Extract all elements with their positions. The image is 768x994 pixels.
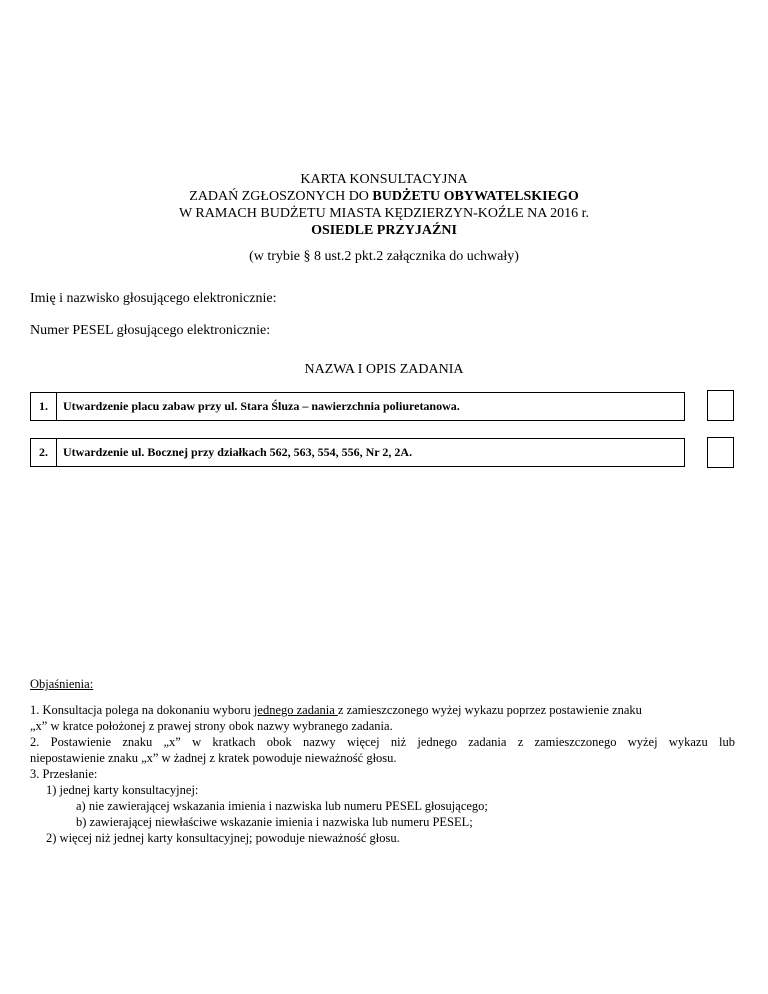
explanation-1-part-a: 1. Konsultacja polega na dokonaniu wyboru: [30, 703, 254, 717]
task-2-checkbox[interactable]: [707, 437, 734, 468]
explanation-1-line-2: „x” w kratce położonej z prawej strony obok nazwy wybranego zadania.: [30, 719, 393, 733]
voter-name-label: Imię i nazwisko głosującego elektronicznie:: [30, 291, 277, 306]
explanation-3: 3. Przesłanie:: [30, 767, 98, 781]
explanation-2-line-1: [30, 734, 735, 750]
title-line-2-prefix: ZADAŃ ZGŁOSZONYCH DO: [189, 189, 373, 204]
task-1-checkbox[interactable]: [707, 390, 734, 421]
explanation-3-1-a: a) nie zawierającej wskazania imienia i nazwiska lub numeru PESEL głosującego;: [76, 799, 488, 813]
explanation-2-line-2: niepostawienie znaku „x” w żadnej z kratek powoduje nieważność głosu.: [30, 751, 397, 765]
explanation-3-1-b: b) zawierającej niewłaściwe wskazanie imienia i nazwiska lub numeru PESEL;: [76, 815, 473, 829]
explanation-3-1: 1) jednej karty konsultacyjnej:: [46, 783, 199, 797]
task-description: Utwardzenie placu zabaw przy ul. Stara Śluza – nawierzchnia poliuretanowa.: [63, 399, 460, 413]
voter-pesel-label: Numer PESEL głosującego elektronicznie:: [30, 323, 271, 338]
explanation-1-line-1: [30, 702, 642, 718]
explanation-1-underlined: jednego zadania: [253, 703, 338, 717]
title-line-3: W RAMACH BUDŻETU MIASTA KĘDZIERZYN-KOŹLE NA 2016 r.: [178, 206, 590, 221]
task-row: [30, 392, 685, 421]
task-number: 1.: [31, 393, 57, 420]
title-line-2-bold: BUDŻETU OBYWATELSKIEGO: [372, 189, 579, 204]
district-name: OSIEDLE PRZYJAŹNI: [311, 223, 457, 238]
explanation-2-text: 2. Postawienie znaku „x” w kratkach obok nazwy więcej niż jednego zadania z zamieszczonego wyżej wykazu lub: [30, 735, 735, 749]
title-line-2: [0, 188, 768, 205]
explanation-1-part-b: z zamieszczonego wyżej wykazu poprzez postawienie znaku: [337, 703, 642, 717]
task-row: [30, 438, 685, 467]
section-title: NAZWA I OPIS ZADANIA: [304, 362, 464, 377]
legal-basis-note: (w trybie § 8 ust.2 pkt.2 załącznika do uchwały): [249, 249, 519, 264]
explanations-title: Objaśnienia:: [30, 677, 94, 691]
task-description: Utwardzenie ul. Bocznej przy działkach 562, 563, 554, 556, Nr 2, 2A.: [63, 445, 413, 459]
task-number: 2.: [31, 439, 57, 466]
explanation-3-2: 2) więcej niż jednej karty konsultacyjnej; powoduje nieważność głosu.: [46, 831, 400, 845]
title-line-1: KARTA KONSULTACYJNA: [300, 172, 468, 187]
